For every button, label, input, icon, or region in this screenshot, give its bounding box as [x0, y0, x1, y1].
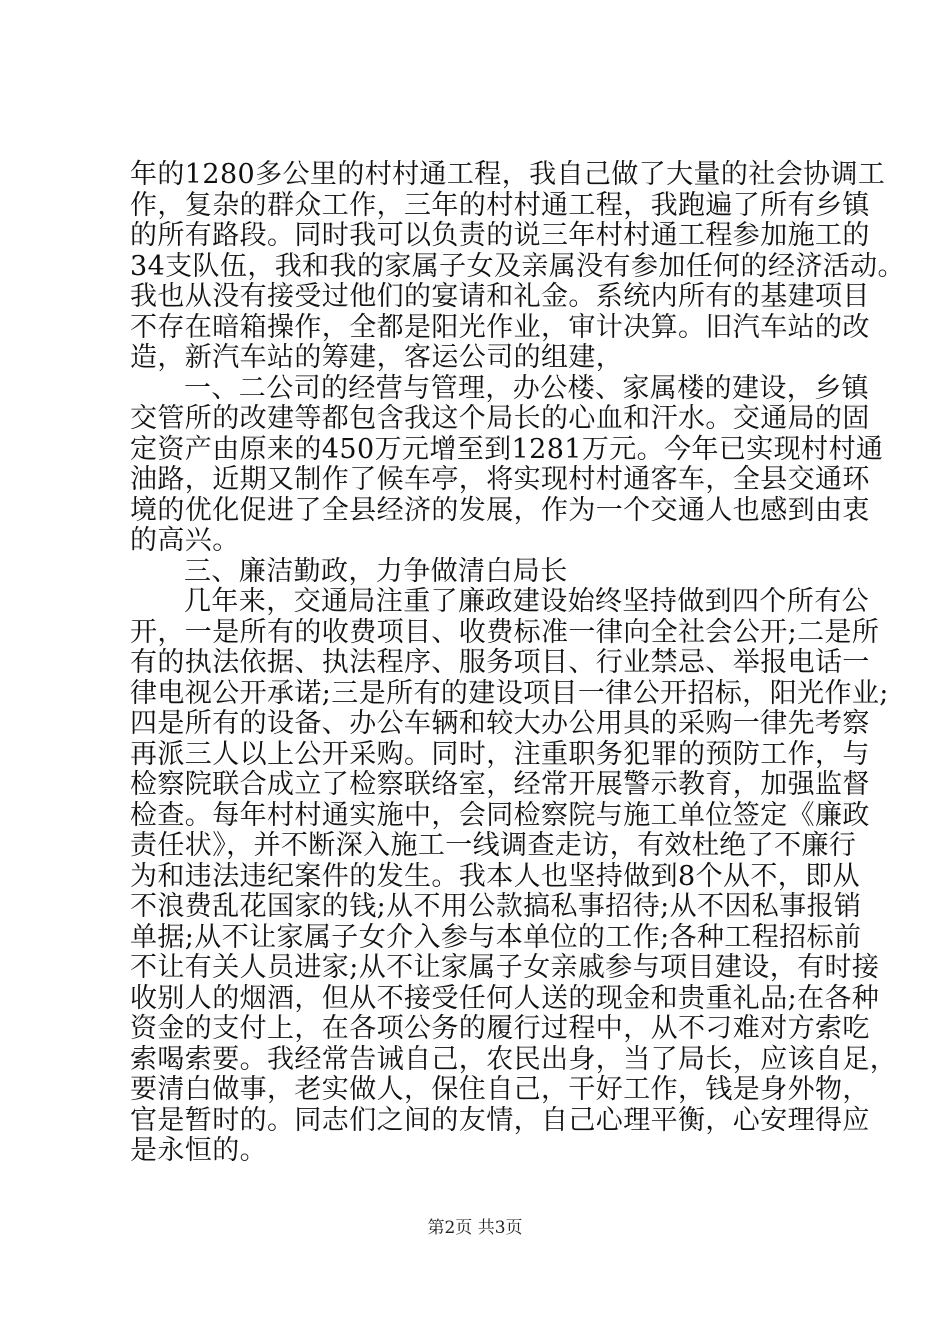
text-line: 交管所的改建等都包含我这个局长的心血和汗水。交通局的固: [130, 403, 870, 434]
text-line: 开，一是所有的收费项目、收费标准一律向全社会公开;二是所: [130, 616, 880, 648]
text-line: 是永恒的。: [130, 1135, 267, 1166]
text-line: 34支队伍，我和我的家属子女及亲属没有参加任何的经济活动。: [130, 250, 905, 282]
section-heading: 三、廉洁勤政，力争做清白局长: [184, 555, 568, 587]
text-line: 定资产由原来的450万元增至到1281万元。今年已实现村村通: [130, 433, 884, 465]
text-line: 年的1280多公里的村村通工程，我自己做了大量的社会协调工: [130, 159, 886, 190]
text-line: 不浪费乱花国家的钱;从不用公款搞私事招待;从不因私事报销: [130, 891, 862, 922]
paragraph-start-line: 一、二公司的经营与管理，办公楼、家属楼的建设，乡镇: [184, 372, 869, 404]
text-line: 油路，近期又制作了候车亭，将实现村村通客车，全县交通环: [130, 464, 870, 495]
text-line: 四是所有的设备、办公车辆和较大办公用具的采购一律先考察: [130, 708, 870, 739]
text-line: 不存在暗箱操作，全都是阳光作业，审计决算。旧汽车站的改: [130, 311, 870, 343]
page-number-footer: 第2页 共3页: [427, 1218, 523, 1238]
text-line: 作，复杂的群众工作，三年的村村通工程，我跑遍了所有乡镇: [130, 189, 870, 221]
text-line: 再派三人以上公开采购。同时，注重职务犯罪的预防工作，与: [130, 738, 870, 770]
text-line: 资金的支付上，在各项公务的履行过程中，从不刁难对方索吃: [130, 1013, 870, 1044]
text-line: 的高兴。: [130, 525, 240, 556]
text-line: 律电视公开承诺;三是所有的建设项目一律公开招标，阳光作业;: [130, 677, 889, 709]
text-line: 为和违法违纪案件的发生。我本人也坚持做到8个从不，即从: [130, 860, 860, 892]
text-line: 有的执法依据、执法程序、服务项目、行业禁忌、举报电话一: [130, 647, 870, 678]
text-line: 的所有路段。同时我可以负责的说三年村村通工程参加施工的: [130, 220, 870, 251]
text-line: 我也从没有接受过他们的宴请和礼金。系统内所有的基建项目: [130, 281, 870, 312]
text-line: 单据;从不让家属子女介入参与本单位的工作;各种工程招标前: [130, 921, 862, 953]
document-body: [130, 159, 905, 1167]
text-line: 索喝索要。我经常告诫自己，农民出身，当了局长，应该自足，: [130, 1043, 898, 1075]
text-line: 要清白做事，老实做人，保住自己，干好工作，钱是身外物，: [130, 1074, 870, 1105]
text-line: 检察院联合成立了检察联络室，经常开展警示教育，加强监督: [130, 769, 870, 800]
text-line: 造，新汽车站的筹建，客运公司的组建，: [130, 342, 624, 373]
text-line: 不让有关人员进家;从不让家属子女亲戚参与项目建设，有时接: [130, 952, 880, 983]
text-line: 收别人的烟酒，但从不接受任何人送的现金和贵重礼品;在各种: [130, 982, 880, 1014]
paragraph-start-line: 几年来，交通局注重了廉政建设始终坚持做到四个所有公: [184, 586, 869, 617]
text-line: 责任状》，并不断深入施工一线调查走访，有效杜绝了不廉行: [130, 830, 857, 861]
text-line: 检查。每年村村通实施中，会同检察院与施工单位签定《廉政: [130, 799, 870, 831]
text-line: 境的优化促进了全县经济的发展，作为一个交通人也感到由衷: [130, 494, 870, 526]
text-line: 官是暂时的。同志们之间的友情，自己心理平衡，心安理得应: [130, 1104, 870, 1136]
